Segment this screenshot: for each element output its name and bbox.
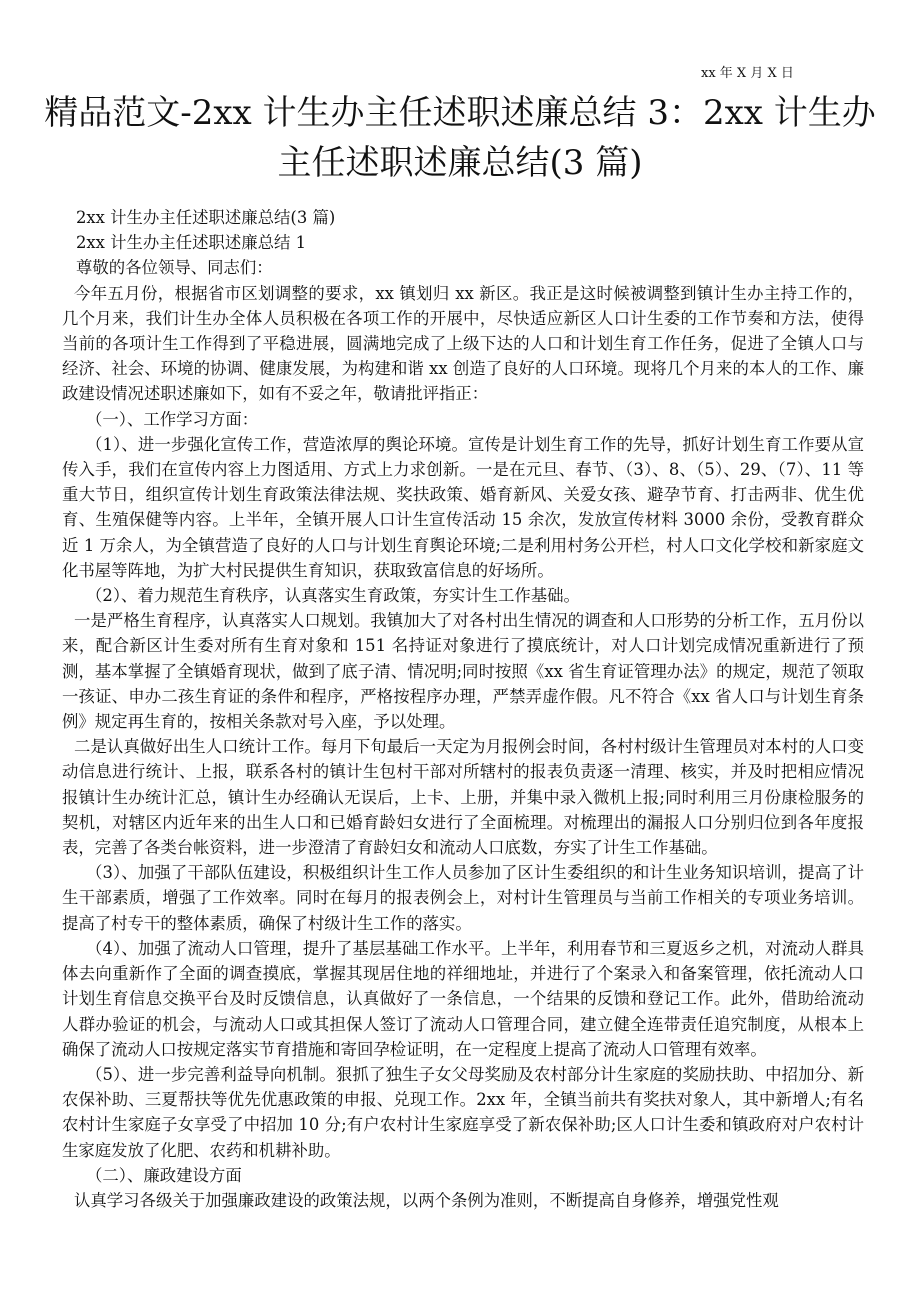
paragraph-heading-integrity: （二）、廉政建设方面 [86, 1165, 242, 1185]
paragraph-subtitle: 2xx 计生办主任述职述廉总结(3 篇) [76, 208, 336, 227]
paragraph-cadre-building: （3）、加强了干部队伍建设，积极组织计生工作人员参加了区计生委组织的和计生业务知识培训，提高了计生干部素质，增强了工作效率。同时在每月的报表例会上，对村计生管理员与当前工作相关的专项业务培训。提高了村专干的整体素质，确保了村级计生工作的落实。 [62, 863, 864, 933]
paragraph-section-title: 2xx 计生办主任述职述廉总结 1 [76, 233, 307, 253]
paragraph-birth-statistics: 二是认真做好出生人口统计工作。每月下旬最后一天定为月报例会时间，各村村级计生管理员对本村的人口变动信息进行统计、上报，联系各村的镇计生包村干部对所辖村的报表负责逐一清理、核实，并及时把相应情况报镇计生办统计汇总，镇计生办经确认无误后，上卡、上册，并集中录入微机上报;同时利用三月份康检服务的契机，对辖区内近年来的出生人口和已婚育龄妇女进行了全面梳理。对梳理出的漏报人口分别归位到各年度报表，完善了各类台帐资料，进一步澄清了育龄妇女和流动人口底数，夯实了计生工作基础。 [62, 737, 864, 858]
paragraph-floating-population: （4）、加强了流动人口管理，提升了基层基础工作水平。上半年，利用春节和三夏返乡之机，对流动人群具体去向重新作了全面的调查摸底，掌握其现居住地的祥细地址，并进行了个案录入和备案管理，依托流动人口计划生育信息交换平台及时反馈信息，认真做好了一条信息，一个结果的反馈和登记工作。此外，借助给流动人群办验证的机会，与流动人口或其担保人签订了流动人口管理合同，建立健全连带责任追究制度，从根本上确保了流动人口按规定落实节育措施和寄回孕检证明，在一定程度上提高了流动人口管理有效率。 [62, 938, 864, 1059]
paragraph-integrity-study: 认真学习各级关于加强廉政建设的政策法规，以两个条例为准则，不断提高自身修养，增强党性观 [74, 1190, 779, 1210]
document-body [62, 205, 864, 1213]
paragraph-heading-birth-order: （2）、着力规范生育秩序，认真落实生育政策，夯实计生工作基础。 [86, 586, 580, 606]
paragraph-salutation: 尊敬的各位领导、同志们： [76, 258, 273, 278]
document-date: xx 年 X 月 X 日 [701, 66, 794, 81]
paragraph-intro: 今年五月份，根据省市区划调整的要求，xx 镇划归 xx 新区。我正是这时候被调整到镇计生办主持工作的，几个月来，我们计生办全体人员积极在各项工作的开展中，尽快适应新区人口计生委的工作节奏和方法，使得当前的各项计生工作得到了平稳进展，圆满地完成了上级下达的人口和计划生育工作任务，促进了全镇人口与经济、社会、环境的协调、健康发展，为构建和谐 xx 创造了良好的人口环境。现将几个月来的本人的工作、廉政建设情况述职述廉如下，如有不妥之年，敬请批评指正： [62, 283, 864, 404]
paragraph-heading-work-study: （一）、工作学习方面： [86, 409, 259, 429]
paragraph-propaganda: （1）、进一步强化宣传工作，营造浓厚的舆论环境。宣传是计划生育工作的先导，抓好计划生育工作要从宣传入手，我们在宣传内容上力图适用、方式上力求创新。一是在元旦、春节、（3）、8、（5）、29、（7）、11 等重大节日，组织宣传计划生育政策法律法规、奖扶政策、婚育新风、关爱女孩、避孕节育、打击两非、优生优育、生殖保健等内容。上半年，全镇开展人口计生宣传活动 15 余次，发放宣传材料 3000 余份，受教育群众近 1 万余人，为全镇营造了良好的人口与计划生育舆论环境;二是利用村务公开栏，村人口文化学校和新家庭文化书屋等阵地，为扩大村民提供生育知识，获取致富信息的好场所。 [62, 434, 864, 580]
paragraph-incentive-mechanism: （5）、进一步完善利益导向机制。狠抓了独生子女父母奖励及农村部分计生家庭的奖励扶助、中招加分、新农保补助、三夏帮扶等优先优惠政策的申报、兑现工作。2xx 年，全镇当前共有奖扶对象人，其中新增人;有名农村计生家庭子女享受了中招加 10 分;有户农村计生家庭享受了新农保补助;区人口计生委和镇政府对户农村计生家庭发放了化肥、农药和机耕补助。 [62, 1064, 864, 1160]
document-title: 精品范文-2xx 计生办主任述职述廉总结 3：2xx 计生办主任述职述廉总结(3 篇) [44, 93, 876, 183]
paragraph-birth-procedure: 一是严格生育程序，认真落实人口规划。我镇加大了对各村出生情况的调查和人口形势的分析工作，五月份以来，配合新区计生委对所有生育对象和 151 名持证对象进行了摸底统计，对人口计划完成情况重新进行了预测，基本掌握了全镇婚育现状，做到了底子清、情况明;同时按照《xx 省生育证管理办法》的规定，规范了领取一孩证、申办二孩生育证的条件和程序，严格按程序办理，严禁弄虚作假。凡不符合《xx 省人口与计划生育条例》规定再生育的，按相关条款对号入座，予以处理。 [62, 611, 864, 732]
